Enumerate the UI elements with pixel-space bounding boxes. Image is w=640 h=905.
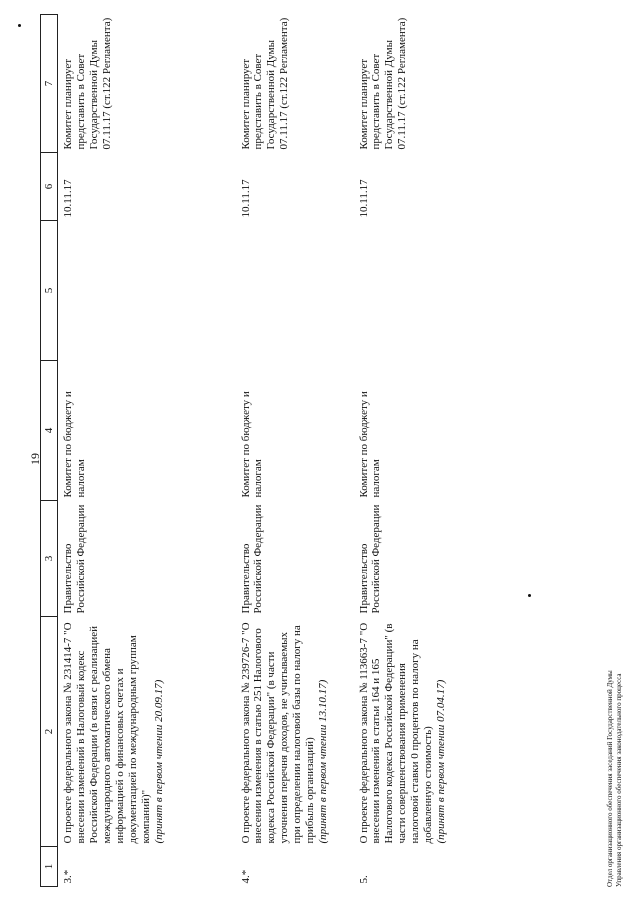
initiator: Правительство Российской Федерации	[62, 504, 87, 614]
footer-line-1: Отдел организационного обеспечения заседаний Государственной Думы	[606, 670, 614, 887]
committee: Комитет по бюджету и налогам	[62, 391, 87, 498]
stray-mark	[18, 24, 21, 27]
bill-title: О проекте федерального закона № 113663-7 "О внесении изменений в статьи 164 и 165 Налогового кодекса Российской Федерации" (в части совершенствования применения налоговой ставки 0 процентов по налогу на добавленную стоимость)	[357, 622, 435, 844]
column-header: 6	[41, 153, 58, 221]
column-header: 7	[41, 15, 58, 153]
column-header: 4	[41, 361, 58, 501]
column-number-row	[41, 15, 58, 887]
committee: Комитет по бюджету и налогам	[357, 391, 383, 498]
date: 10.11.17	[239, 179, 252, 218]
agenda-table	[40, 14, 474, 887]
table-row	[354, 15, 474, 887]
column-5-value	[58, 221, 236, 361]
column-5-value	[236, 221, 354, 361]
footer	[606, 670, 624, 887]
column-header: 3	[41, 501, 58, 617]
table-row	[236, 15, 354, 887]
column-header: 1	[41, 847, 58, 887]
bill-cell	[58, 617, 236, 847]
stray-mark	[528, 594, 531, 597]
date: 10.11.17	[62, 179, 74, 218]
column-5-value	[354, 221, 474, 361]
bill-cell	[354, 617, 474, 847]
column-header: 2	[41, 617, 58, 847]
committee-note: Комитет планирует представить в Совет Государственной Думы 07.11.17 (ст.122 Регламента)	[62, 17, 113, 150]
footer-line-2: Управления организационного обеспечения законодательного процесса	[614, 673, 623, 887]
first-reading-note: (принят в первом чтении 07.04.17)	[435, 679, 448, 844]
bill-title: О проекте федерального закона № 231414-7 "О внесении изменений в Налоговый кодекс Российской Федерации (в связи с реализацией международного автоматического обмена информацией о финансовых счетах и документацией по международным группам компаний)"	[62, 622, 152, 844]
first-reading-note: (принят в первом чтении 20.09.17)	[152, 679, 165, 844]
table-row	[58, 15, 236, 887]
date: 10.11.17	[357, 179, 370, 218]
committee-note: Комитет планирует представить в Совет Государственной Думы 07.11.17 (ст.122 Регламента)	[239, 17, 291, 150]
bill-cell	[236, 617, 354, 847]
initiator: Правительство Российской Федерации	[357, 504, 383, 614]
initiator: Правительство Российской Федерации	[239, 504, 265, 614]
page-number: 19	[28, 453, 42, 465]
bill-title: О проекте федерального закона № 239726-7 "О внесении изменения в статью 251 Налогового кодекса Российской Федерации" (в части уточнения перечня доходов, не учитываемых при определении налоговой базы по налогу на прибыль организаций)	[239, 622, 317, 844]
item-number: 4.*	[239, 869, 252, 884]
committee-note: Комитет планирует представить в Совет Государственной Думы 07.11.17 (ст.122 Регламента)	[357, 17, 409, 150]
committee: Комитет по бюджету и налогам	[239, 391, 265, 498]
item-number: 3.*	[62, 869, 74, 884]
item-number: 5.	[357, 875, 370, 884]
column-header: 5	[41, 221, 58, 361]
first-reading-note: (принят в первом чтении 13.10.17)	[317, 679, 330, 844]
